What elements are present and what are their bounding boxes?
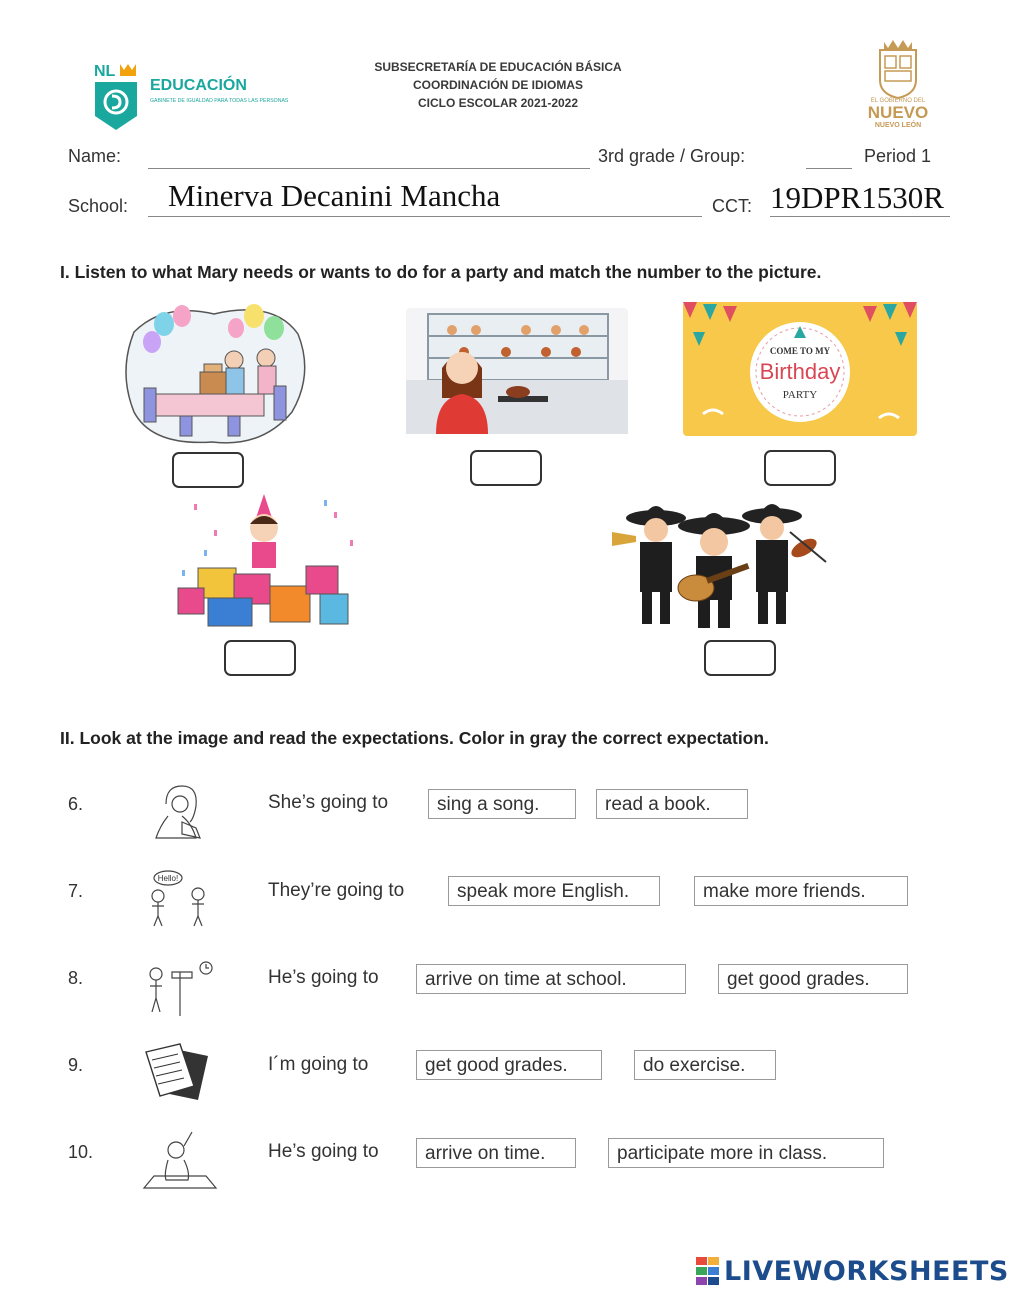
cct-field[interactable]: 19DPR1530R: [770, 180, 944, 215]
invitation-line-1: COME TO MY: [769, 346, 831, 356]
answer-box-party-table[interactable]: [172, 452, 244, 488]
student-raising-hand-sketch-icon: [140, 1128, 220, 1190]
invitation-line-3: PARTY: [782, 389, 818, 401]
school-field[interactable]: Minerva Decanini Mancha: [168, 178, 501, 213]
item-10-stem: He’s going to: [268, 1141, 379, 1162]
answer-box-mariachi-band[interactable]: [704, 640, 776, 676]
picture-birthday-invitation: [683, 302, 917, 436]
bakery-girl-illustration: [406, 308, 628, 434]
item-7-stem: They’re going to: [268, 880, 405, 901]
party-table-illustration: [124, 302, 308, 448]
item-6-option-1[interactable]: sing a song.: [428, 789, 576, 819]
report-card-sketch-icon: [140, 1040, 220, 1102]
logo-brand-text: EDUCACIÓN: [150, 77, 247, 94]
item-10-option-2[interactable]: participate more in class.: [608, 1138, 884, 1168]
item-8-number: 8.: [68, 968, 84, 988]
logo-nl-text: NL: [94, 63, 116, 80]
name-field[interactable]: [148, 168, 590, 169]
mariachi-band-illustration: [606, 496, 832, 634]
item-8-option-1[interactable]: arrive on time at school.: [416, 964, 686, 994]
picture-party-table: [124, 302, 308, 448]
item-10-option-1[interactable]: arrive on time.: [416, 1138, 576, 1168]
boy-at-bus-stop-clock-sketch-icon: [140, 956, 220, 1018]
header-titles: [300, 58, 696, 112]
item-10-number: 10.: [68, 1142, 94, 1162]
period-label: Period 1: [864, 146, 932, 166]
logo-sub-text: NUEVO LEÓN: [874, 122, 922, 129]
item-7-number: 7.: [68, 881, 84, 901]
item-9-option-2[interactable]: do exercise.: [634, 1050, 776, 1080]
kids-saying-hello-sketch-icon: [140, 868, 220, 930]
liveworksheets-brand: LIVEWORKSHEETS: [724, 1255, 1009, 1287]
nuevo-leon-logo: [858, 36, 938, 128]
item-7-option-2[interactable]: make more friends.: [694, 876, 908, 906]
coat-of-arms-icon: [880, 40, 916, 98]
birthday-invitation-illustration: [683, 302, 917, 436]
section1-instruction: I. Listen to what Mary needs or wants to do for a party and match the number to the picture.: [60, 262, 822, 282]
liveworksheets-footer: [696, 1254, 1009, 1288]
section2-instruction: II. Look at the image and read the expectations. Color in gray the correct expectation.: [60, 728, 769, 748]
item-9-option-1[interactable]: get good grades.: [416, 1050, 602, 1080]
girl-with-gifts-illustration: [174, 490, 372, 634]
header-line-2: COORDINACIÓN DE IDIOMAS: [412, 78, 583, 92]
item-7-option-1[interactable]: speak more English.: [448, 876, 660, 906]
school-field-line: [148, 216, 702, 217]
hello-speech-text: Hello!: [157, 874, 179, 883]
answer-box-birthday-invitation[interactable]: [764, 450, 836, 486]
cct-field-line: [770, 216, 950, 217]
logo-small-text: EL GOBIERNO DEL: [870, 98, 926, 104]
school-label: School:: [68, 196, 129, 216]
item-8-stem: He’s going to: [268, 967, 379, 988]
picture-bakery-girl: [406, 308, 628, 434]
answer-box-bakery-girl[interactable]: [470, 450, 542, 486]
item-6-option-2[interactable]: read a book.: [596, 789, 748, 819]
cct-label: CCT:: [712, 196, 752, 216]
name-label: Name:: [68, 146, 122, 166]
item-9-stem: I´m going to: [268, 1054, 369, 1075]
picture-mariachi-band: [606, 496, 832, 634]
logo-tagline-text: GABINETE DE IGUALDAD PARA TODAS LAS PERSONAS: [150, 98, 289, 104]
invitation-line-2: Birthday: [759, 359, 841, 384]
education-logo: [92, 60, 289, 132]
girl-reading-sketch-icon: [140, 782, 220, 844]
liveworksheets-logo-icon: [696, 1257, 720, 1285]
item-8-option-2[interactable]: get good grades.: [718, 964, 908, 994]
logo-big-text: NUEVO: [867, 103, 929, 122]
grade-group-label: 3rd grade / Group:: [598, 146, 746, 166]
item-6-stem: She’s going to: [268, 792, 389, 813]
item-6-number: 6.: [68, 794, 84, 814]
group-field[interactable]: [806, 168, 852, 169]
crown-icon: [120, 64, 136, 76]
picture-girl-with-gifts: [174, 490, 372, 634]
answer-box-girl-with-gifts[interactable]: [224, 640, 296, 676]
header-line-3: CICLO ESCOLAR 2021-2022: [417, 96, 579, 110]
item-9-number: 9.: [68, 1055, 84, 1075]
header-line-1: SUBSECRETARÍA DE EDUCACIÓN BÁSICA: [374, 60, 622, 74]
